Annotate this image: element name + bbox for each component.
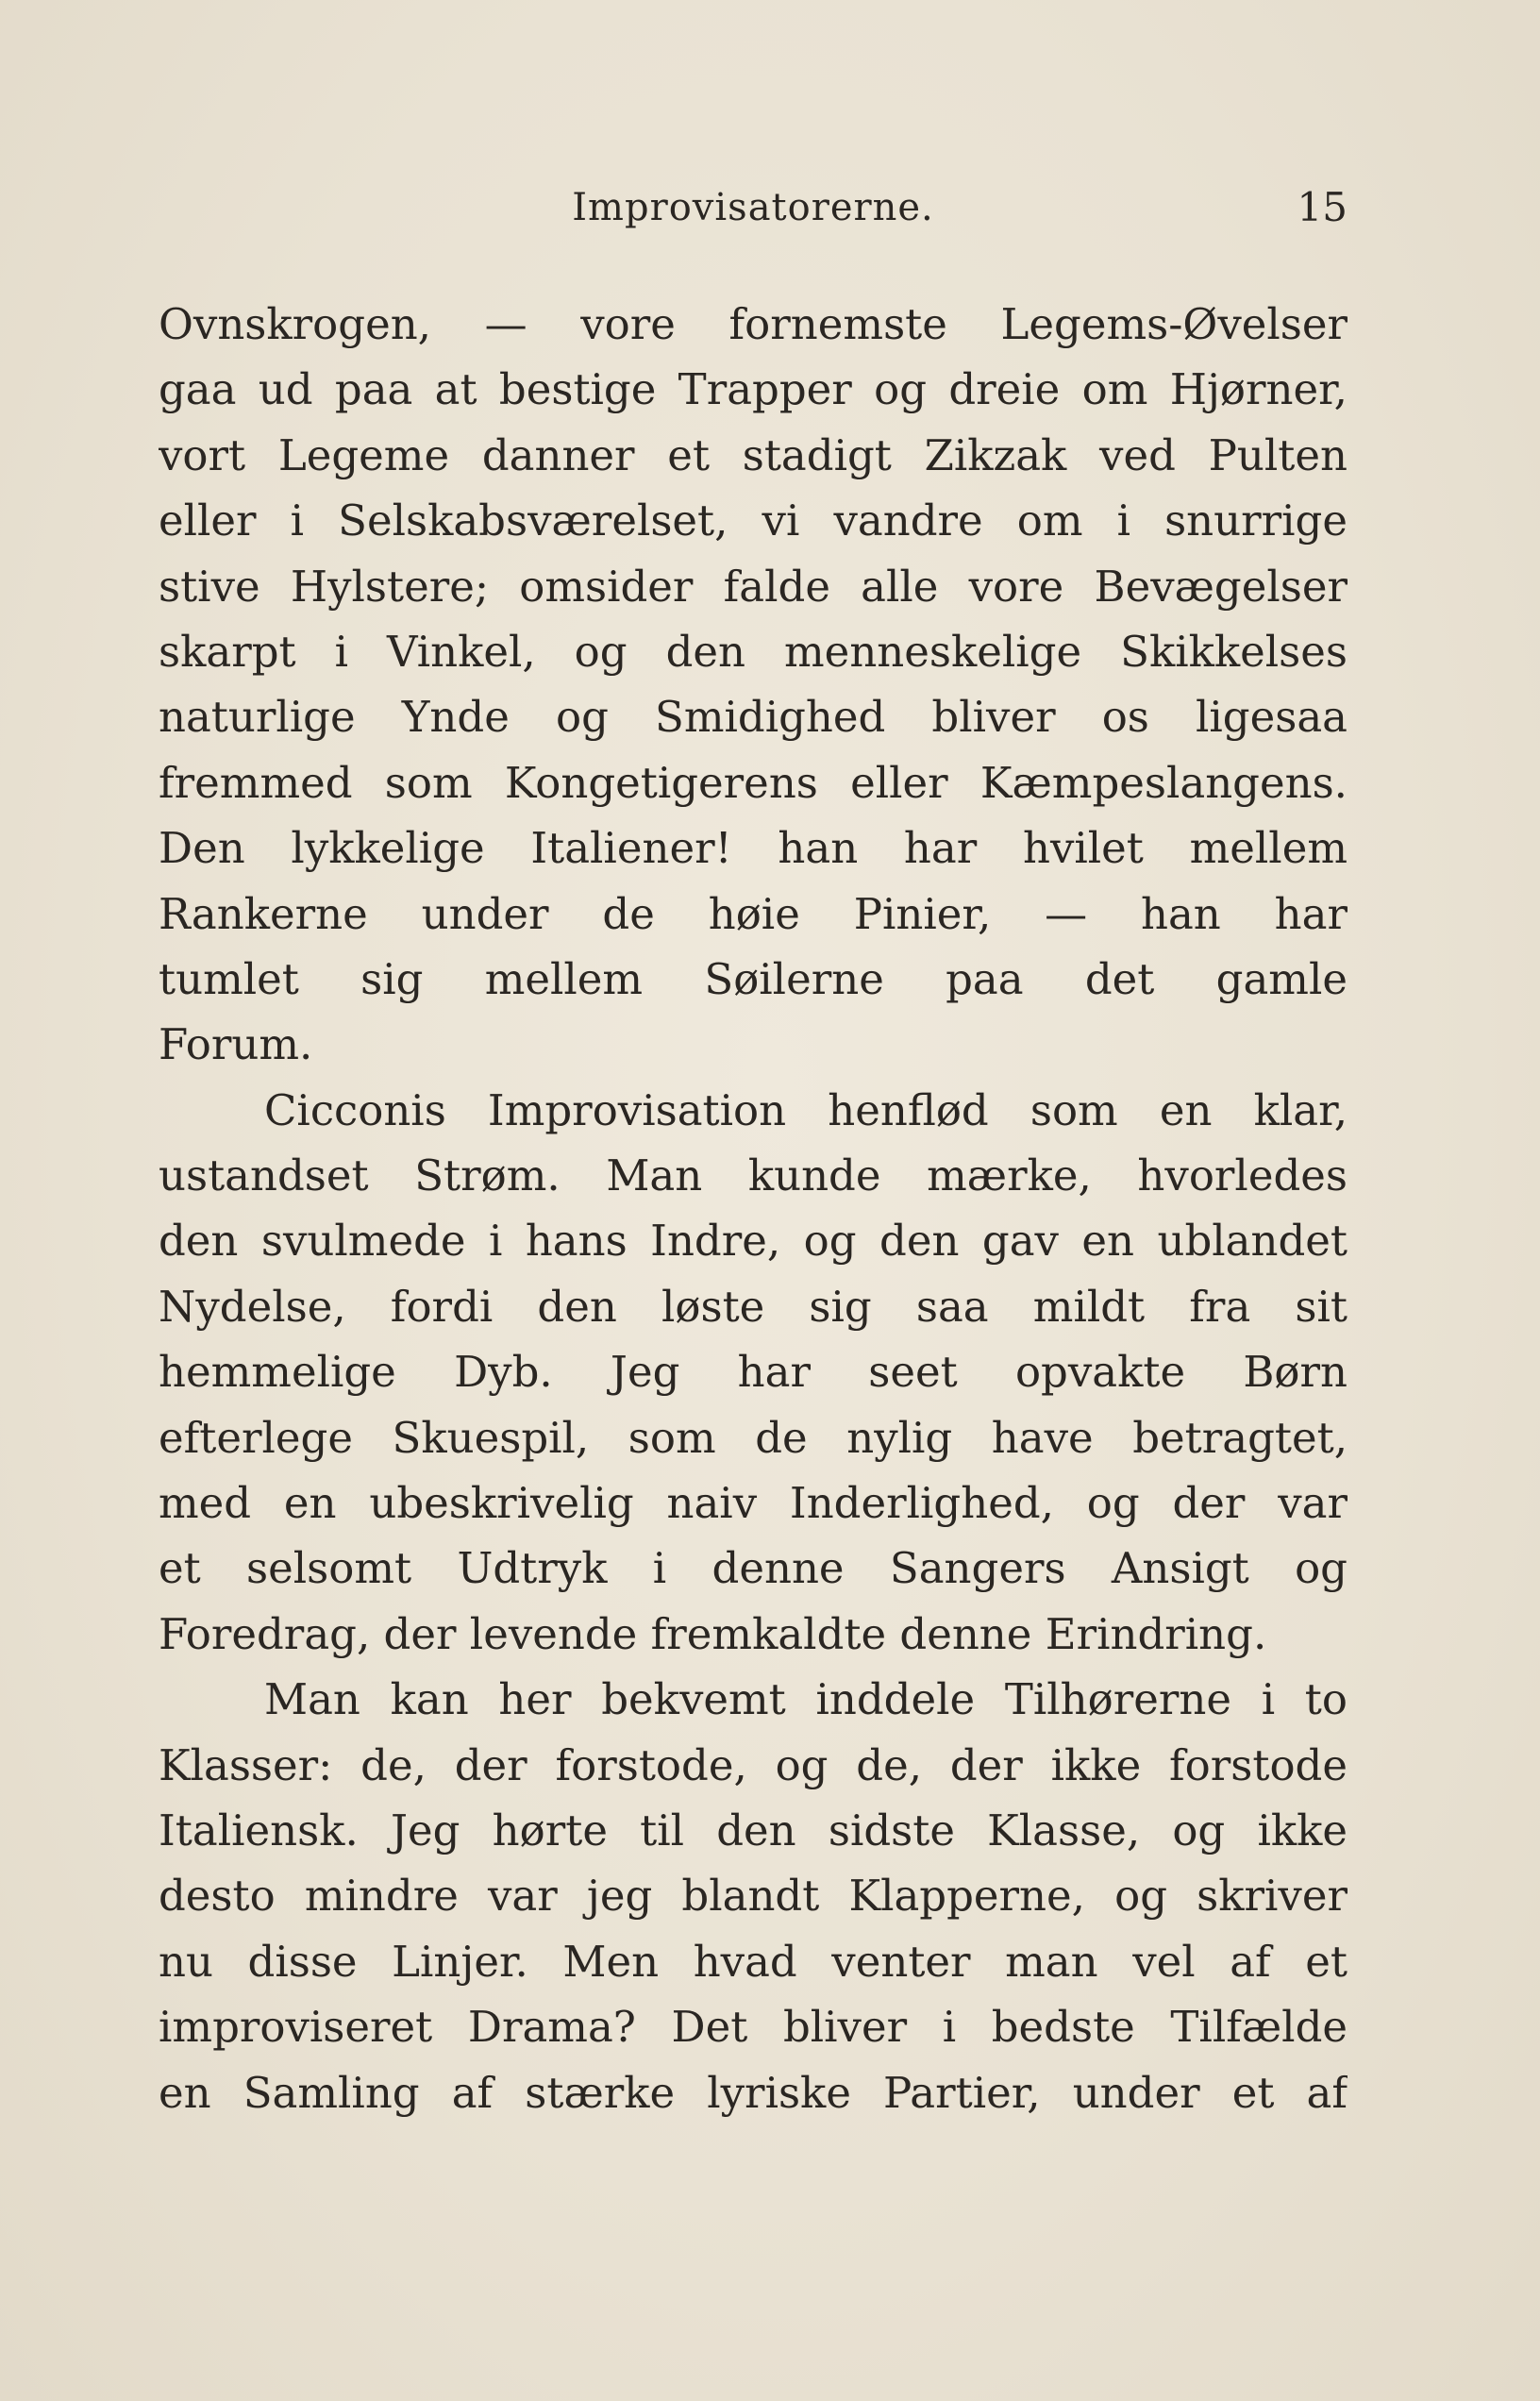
text-line: Foredrag, der levende fremkaldte denne Erindring. (159, 1608, 1267, 1659)
text-line: vort Legeme danner et stadigt Zikzak ved Pulten (159, 429, 1348, 480)
text-line: fremmed som Kongetigerens eller Kæmpeslangens. (159, 757, 1348, 808)
text-line: desto mindre var jeg blandt Klapperne, og skriver (159, 1871, 1348, 1922)
text-line: tumlet sig mellem Søilerne paa det gamle (159, 953, 1348, 1004)
text-line: stive Hylstere; omsider falde alle vore Bevægelser (159, 561, 1348, 612)
text-line: improviseret Drama? Det bliver i bedste Tilfælde (159, 2002, 1348, 2053)
text-line: Rankerne under de høie Pinier, — han har (159, 888, 1348, 939)
page-number: 15 (1297, 184, 1348, 230)
page-header (159, 179, 1348, 236)
text-line: et selsomt Udtryk i denne Sangers Ansigt og (159, 1543, 1348, 1594)
text-line: med en ubeskrivelig naiv Inderlighed, og der var (159, 1478, 1348, 1529)
text-line: eller i Selskabsværelset, vi vandre om i snurrige (159, 495, 1348, 546)
running-title: Improvisatorerne. (572, 186, 934, 229)
text-line: hemmelige Dyb. Jeg har seet opvakte Børn (159, 1347, 1348, 1398)
text-line: Ovnskrogen, — vore fornemste Legems-Øvelser (159, 299, 1348, 349)
text-line: gaa ud paa at bestige Trapper og dreie om Hjørner, (159, 364, 1348, 415)
text-line: Nydelse, fordi den løste sig saa mildt fra sit (159, 1281, 1348, 1332)
text-line: Klasser: de, der forstode, og de, der ikke forstode (159, 1739, 1348, 1790)
text-line: Man kan her bekvemt inddele Tilhørerne i to (264, 1674, 1348, 1725)
text-line: naturlige Ynde og Smidighed bliver os ligesaa (159, 692, 1348, 743)
text-line: ustandset Strøm. Man kunde mærke, hvorledes (159, 1150, 1348, 1201)
text-line: efterlege Skuespil, som de nylig have betragtet, (159, 1412, 1348, 1463)
text-line: Cicconis Improvisation henflød som en klar, (264, 1084, 1348, 1135)
text-line: skarpt i Vinkel, og den menneskelige Skikkelses (159, 626, 1348, 677)
text-line: en Samling af stærke lyriske Partier, under et af (159, 2067, 1348, 2118)
text-line: den svulmede i hans Indre, og den gav en ublandet (159, 1216, 1348, 1267)
text-line: Italiensk. Jeg hørte til den sidste Klasse, og ikke (159, 1805, 1348, 1855)
text-line: Den lykkelige Italiener! han har hvilet mellem (159, 823, 1348, 874)
body-text (159, 292, 1348, 2125)
text-line: nu disse Linjer. Men hvad venter man vel af et (159, 1936, 1348, 1987)
text-line: Forum. (159, 1019, 313, 1070)
